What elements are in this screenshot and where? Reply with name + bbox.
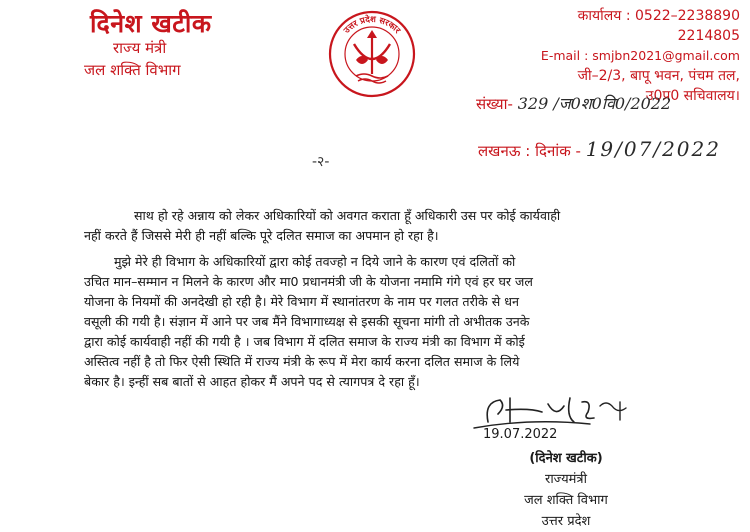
- paragraph-line: वसूली की गयी है। संज्ञान में आने पर जब मैंने विभागाध्यक्ष से इसकी सूचना मांगी तो अभीतक उनके: [84, 314, 530, 329]
- date-value: 19/07/2022: [585, 137, 721, 161]
- office-phone: कार्यालय : 0522–2238890: [577, 8, 740, 24]
- emblem-text: उत्तर प्रदेश सरकार: [342, 14, 402, 36]
- letter-date: [478, 137, 721, 161]
- signatory-role: राज्यमंत्री: [545, 472, 587, 487]
- minister-role: राज्य मंत्री: [113, 39, 167, 57]
- date-label: लखनऊ : दिनांक -: [478, 142, 581, 160]
- office-phone-secondary: 2214805: [677, 28, 740, 44]
- paragraph-line: बेकार है। इन्हीं सब बातों से आहत होकर मैं अपने पद से त्यागपत्र दे रहा हूँ।: [84, 374, 420, 389]
- paragraph-2: [84, 252, 659, 392]
- paragraph-line: साथ हो रहे अन्नाय को लेकर अधिकारियों को अवगत कराता हूँ अधिकारी उस पर कोई कार्यवाही: [134, 208, 561, 223]
- signatory-state: उत्तर प्रदेश: [541, 514, 591, 529]
- signatory-name: (दिनेश खटीक): [529, 451, 603, 466]
- reference-label: संख्या-: [476, 95, 513, 113]
- paragraph-line: मुझे मेरे ही विभाग के अधिकारियों द्वारा कोई तवज्हो न दिये जाने के कारण एवं दलितों को: [114, 254, 516, 269]
- email-address: E-mail : smjbn2021@gmail.com: [540, 48, 740, 63]
- address-line-2: उ0प्र0 सचिवालय।: [645, 88, 740, 104]
- signatory-department: जल शक्ति विभाग: [524, 493, 608, 508]
- address-line-1: जी–2/3, बापू भवन, पंचम तल,: [577, 68, 740, 84]
- page-number: -२-: [312, 154, 330, 170]
- minister-name-heading: दिनेश खटीक: [90, 9, 212, 38]
- signature-date: 19.07.2022: [483, 427, 558, 442]
- paragraph-line: उचित मान–सम्मान न मिलने के कारण और मा0 प्रधानमंत्री जी के योजना नमामि गंगे एवं हर घर जल: [84, 274, 533, 289]
- reference-value: 329 /ज0श0वि0/2022: [517, 94, 672, 113]
- reference-number: [476, 92, 671, 114]
- paragraph-1: [84, 206, 659, 246]
- paragraph-line: योजना के नियमों की अनदेखी हो रही है। मेरे विभाग में स्थानांतरण के नाम पर गलत तरीके से धन: [84, 294, 519, 309]
- signature-block: [486, 448, 646, 532]
- contact-block: [478, 6, 740, 106]
- up-government-emblem: [326, 4, 418, 100]
- paragraph-line: नहीं करते हैं जिससे मेरी ही नहीं बल्कि पूरे दलित समाज का अपमान हो रहा है।: [84, 228, 439, 243]
- department-name: जल शक्ति विभाग: [84, 61, 181, 79]
- paragraph-line: द्वारा कोई कार्यवाही नहीं की गयी है । जब विभाग में दलित समाज के राज्य मंत्री का विभाग में कोई: [84, 334, 525, 349]
- paragraph-line: अस्तित्व नहीं है तो फिर ऐसी स्थिति में राज्य मंत्री के रूप में मेरा कार्य करना दलित समाज के लिये: [84, 354, 520, 369]
